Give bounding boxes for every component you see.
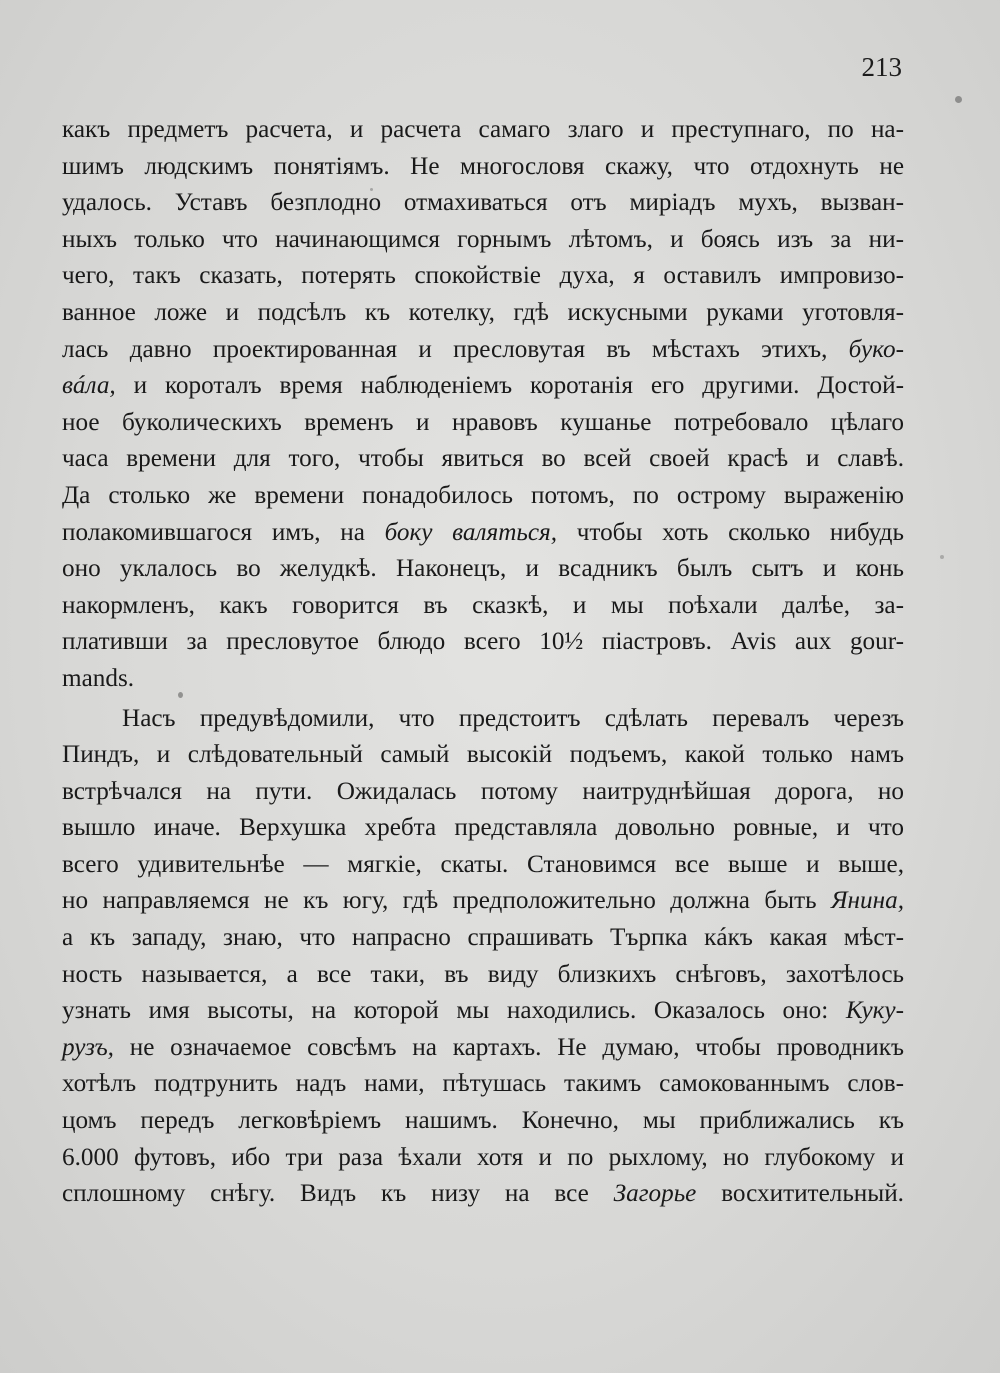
line-text: ванное ложе и подсѣлъ къ котелку, гдѣ искусными руками уготовля- [62,298,904,326]
italic-text: Куку- [845,997,904,1025]
text-line [62,368,904,405]
page-number: 213 [861,52,902,82]
line-text: накормленъ, какъ говорится въ сказкѣ, и мы поѣхали далѣе, за- [62,591,904,619]
text-line [62,222,904,259]
text-line [62,185,904,222]
text-line [62,112,904,149]
text-line [62,624,904,661]
line-text: цомъ передъ легковѣріемъ нашимъ. Конечно, мы приближались къ [62,1107,904,1135]
paper-speck [178,692,183,698]
text-line [62,588,904,625]
text-line [62,993,904,1030]
text-line [62,258,904,295]
line-text: шимъ людскимъ понятіямъ. Не многословя скажу, что отдохнуть не [62,152,904,180]
text-line [62,332,904,369]
line-text: ное буколическихъ временъ и нравовъ кушанье потребовало цѣлаго [62,408,904,436]
line-text: а къ западу, знаю, что напрасно спрашивать Търпка кáкъ какая мѣст- [62,924,904,952]
line-text: хотѣлъ подтрунить надъ нами, пѣтушась такимъ самокованнымъ слов- [62,1070,904,1098]
line-text: и короталъ время наблюденіемъ коротанія его другими. Достой- [115,372,904,400]
line-text: ность называется, а все таки, въ виду близкихъ снѣговъ, захотѣлось [62,960,904,988]
paper-speck [370,188,373,191]
line-text: mands. [62,664,135,692]
line-text: часа времени для того, чтобы явиться во всей своей красѣ и славѣ. [62,445,904,473]
text-line [62,957,904,994]
text-line [62,1066,904,1103]
text-line [62,774,904,811]
italic-text: вáла, [62,372,116,400]
line-text: плативши за пресловутое блюдо всего 10½ піастровъ. Avis aux gour- [62,628,904,656]
text-line [62,1176,904,1213]
line-text: какъ предметъ расчета, и расчета самаго злаго и преступнаго, по на- [62,116,904,143]
line-text: Насъ предувѣдомили, что предстоитъ сдѣлать перевалъ черезъ [122,704,904,732]
text-line [62,810,904,847]
line-text: полакомившагося имъ, на [62,518,385,546]
text-line [62,701,904,738]
line-text: удалось. Уставъ безплодно отмахиваться отъ миріадъ мухъ, вызван- [62,189,904,217]
italic-text: боку валяться, [384,518,558,546]
text-line [62,883,904,920]
text-line [62,847,904,884]
line-text: 6.000 футовъ, ибо три раза ѣхали хотя и по рыхлому, но глубокому и [62,1143,904,1171]
line-text: чтобы хоть сколько нибудь [557,518,904,546]
text-line [62,441,904,478]
paper-speck [940,555,944,559]
line-text: восхитительный. [696,1180,904,1208]
line-text: Пиндъ, и слѣдовательный самый высокій подъемъ, какой только намъ [62,741,904,769]
text-line [62,1103,904,1140]
text-line [62,405,904,442]
text-line [62,1140,904,1177]
line-text: Да столько же времени понадобилось потомъ, по острому выраженію [62,481,904,509]
italic-text: Загорье [613,1180,697,1208]
text-line [62,1030,904,1067]
italic-text: рузъ, [62,1033,114,1061]
line-text: лась давно проектированная и пресловутая въ мѣстахъ этихъ, [62,335,849,363]
text-line [62,478,904,515]
text-line [62,149,904,186]
line-text: оно уклалось во желудкѣ. Наконецъ, и всадникъ былъ сытъ и конь [62,555,904,583]
text-line [62,920,904,957]
text-line [62,515,904,552]
line-text: всего удивительнѣе — мягкіе, скаты. Становимся все выше и выше, [62,850,904,878]
line-text: встрѣчался на пути. Ожидалась потому наитруднѣйшая дорога, но [62,777,904,805]
line-text: вышло иначе. Верхушка хребта представляла довольно ровные, и что [62,814,904,842]
text-line [62,295,904,332]
text-line [62,661,904,698]
line-text: чего, такъ сказать, потерять спокойствіе духа, я оставилъ импровизо- [62,262,904,290]
italic-text: Янина, [830,887,904,915]
italic-text: буко- [848,335,904,363]
text-line [62,737,904,774]
line-text: узнать имя высоты, на которой мы находились. Оказалось оно: [62,997,846,1025]
line-text: не означаемое совсѣмъ на картахъ. Не думаю, чтобы проводникъ [113,1033,904,1061]
body-text [62,112,904,1213]
line-text: сплошному снѣгу. Видъ къ низу на все [62,1180,614,1208]
line-text: но направляемся не къ югу, гдѣ предположительно должна быть [62,887,831,915]
paper-speck [955,96,962,103]
line-text: ныхъ только что начинающимся горнымъ лѣтомъ, и боясь изъ за ни- [62,225,904,253]
text-line [62,551,904,588]
